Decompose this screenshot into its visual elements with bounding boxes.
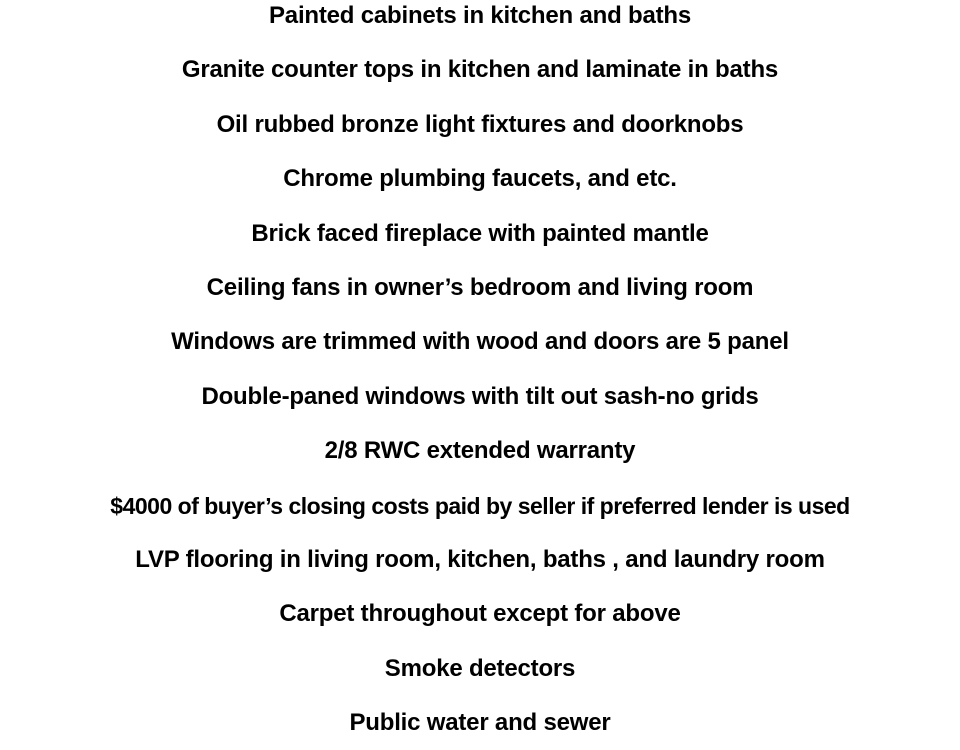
feature-double-paned-windows: Double-paned windows with tilt out sash-no grids	[201, 382, 759, 410]
feature-warranty: 2/8 RWC extended warranty	[324, 437, 636, 465]
feature-closing-costs: $4000 of buyer’s closing costs paid by seller if preferred lender is used	[110, 492, 850, 519]
feature-painted-cabinets: Painted cabinets in kitchen and baths	[268, 2, 692, 29]
feature-ceiling-fans: Ceiling fans in owner’s bedroom and living room	[206, 273, 754, 301]
feature-smoke-detectors: Smoke detectors	[384, 654, 576, 682]
feature-public-water: Public water and sewer	[349, 709, 611, 737]
feature-granite-counters: Granite counter tops in kitchen and laminate in baths	[181, 56, 779, 84]
feature-chrome-faucets: Chrome plumbing faucets, and etc.	[283, 165, 677, 193]
feature-brick-fireplace: Brick faced fireplace with painted mantle	[251, 219, 709, 247]
feature-windows-trim: Windows are trimmed with wood and doors are 5 panel	[171, 328, 789, 356]
feature-carpet: Carpet throughout except for above	[279, 600, 681, 628]
feature-lvp-flooring: LVP flooring in living room, kitchen, baths , and laundry room	[135, 545, 825, 573]
feature-bronze-fixtures: Oil rubbed bronze light fixtures and doorknobs	[216, 110, 744, 138]
